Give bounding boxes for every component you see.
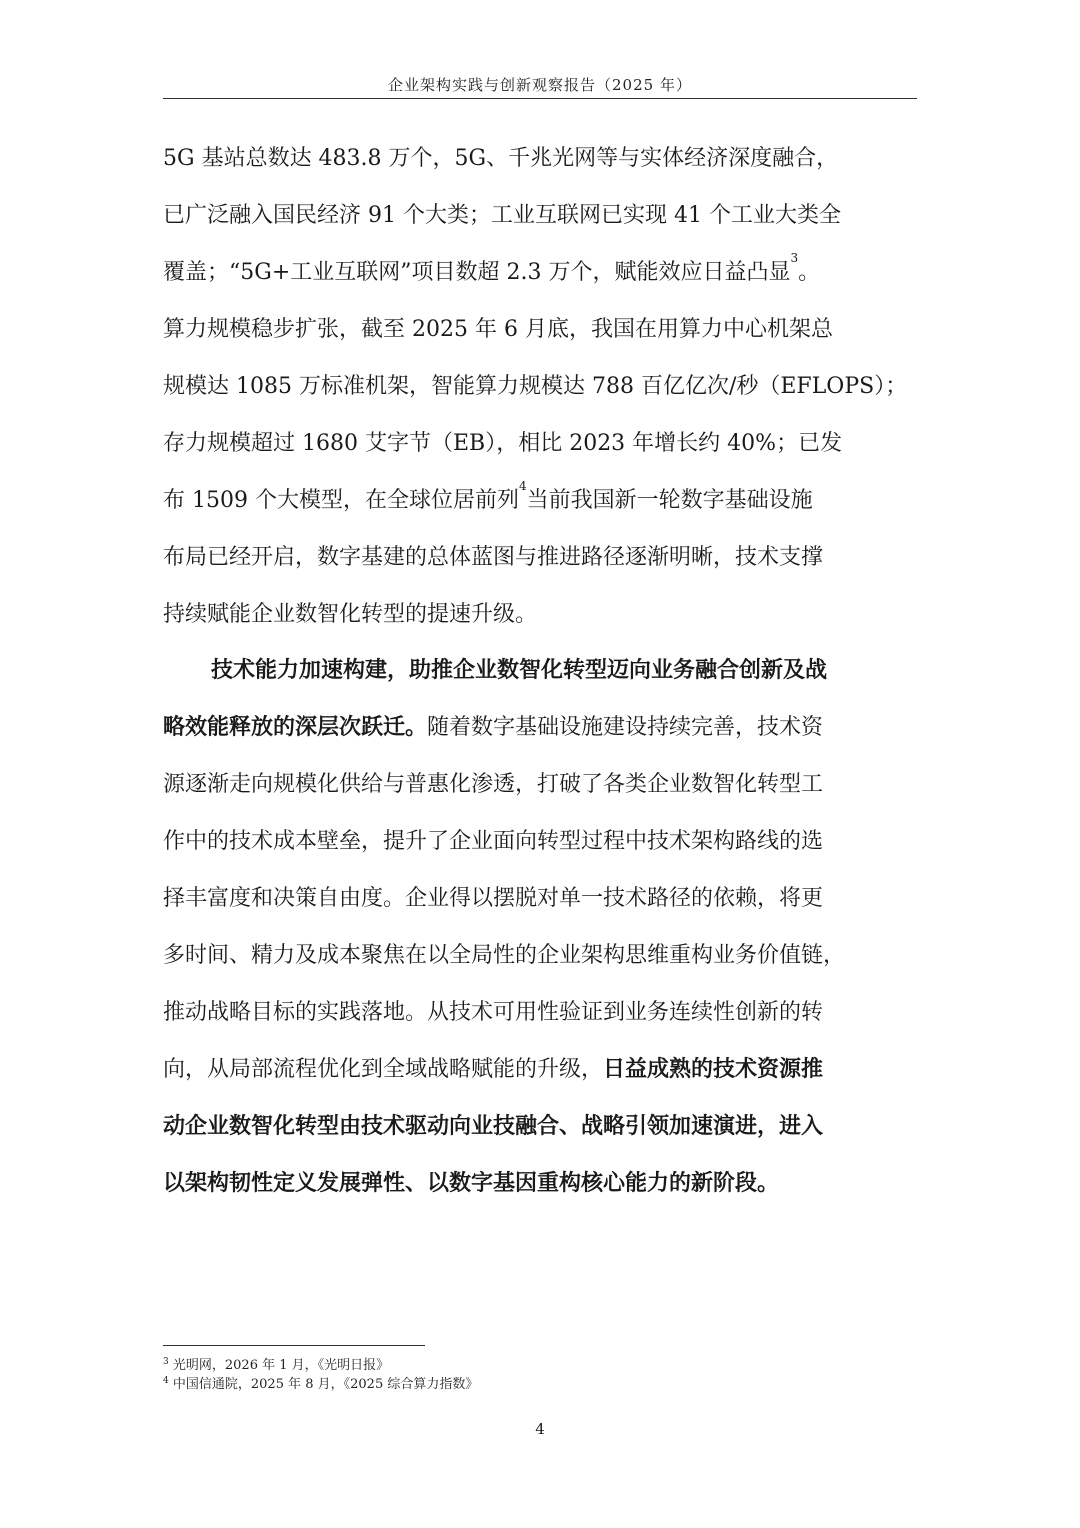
header-rule [163, 98, 917, 99]
footnote-rule [163, 1345, 425, 1346]
text-line: 向，从局部流程优化到全域战略赋能的升级， 日益成熟的技术资源推 [163, 1057, 824, 1082]
footnote-4: $^4$ 中国信通院，2025 年 8 月，《2025 综合算力指数》 [163, 1376, 479, 1392]
footnote-3: $^3$ 光明网，2026 年 1 月，《光明日报》 [163, 1357, 390, 1373]
footnote-ref-3[interactable]: 3 [790, 251, 799, 265]
text-line: 已广泛融入国民经济 91 个大类；工业互联网已实现 41 个工业大类全 [163, 203, 841, 228]
text-line: 5G 基站总数达 483.8 万个，5G、千兆光网等与实体经济深度融合， [163, 146, 839, 171]
text-line: 算力规模稳步扩张，截至 2025 年 6 月底，我国在用算力中心机架总 [163, 317, 833, 342]
paragraph-2 [163, 642, 917, 1212]
page-number: 4 [535, 1420, 545, 1438]
text-line: 规模达 1085 万标准机架，智能算力规模达 788 百亿亿次/秒（EFLOPS）； [163, 374, 908, 399]
text-line: 以架构韧性定义发展弹性、以数字基因重构核心能力的新阶段。 [163, 1171, 780, 1196]
footnotes [163, 1356, 478, 1394]
text-line: 存力规模超过 1680 艾字节（EB），相比 2023 年增长约 40%；已发 [163, 431, 843, 456]
text-line: 覆盖；“5G+工业互联网”项目数超 2.3 万个，赋能效应日益凸显 $^3$ 。 [163, 244, 917, 301]
footnote-ref-4[interactable]: 4 [518, 479, 527, 493]
text-line: 多时间、精力及成本聚焦在以全局性的企业架构思维重构业务价值链， [163, 943, 846, 968]
paragraph-1 [163, 130, 917, 643]
text-line: 作中的技术成本壁垒，提升了企业面向转型过程中技术架构路线的选 [163, 829, 824, 854]
text-line: 源逐渐走向规模化供给与普惠化渗透，打破了各类企业数智化转型工 [163, 772, 824, 797]
running-header: 企业架构实践与创新观察报告（2025 年） [388, 76, 692, 94]
text-line: 略效能释放的深层次跃迁。 随着数字基础设施建设持续完善，技术资 [163, 715, 824, 740]
text-line: 择丰富度和决策自由度。企业得以摆脱对单一技术路径的依赖，将更 [163, 886, 824, 911]
text-line: 持续赋能企业数智化转型的提速升级。 [163, 602, 538, 627]
text-line: 技术能力加速构建，助推企业数智化转型迈向业务融合创新及战 [211, 658, 828, 683]
text-line: 布局已经开启，数字基建的总体蓝图与推进路径逐渐明晰，技术支撑 [163, 545, 824, 570]
text-line: 布 1509 个大模型，在全球位居前列 $^4$ 当前我国新一轮数字基础设施 [163, 472, 917, 529]
text-line: 推动战略目标的实践落地。从技术可用性验证到业务连续性创新的转 [163, 1000, 824, 1025]
text-line: 动企业数智化转型由技术驱动向业技融合、战略引领加速演进，进入 [163, 1114, 824, 1139]
